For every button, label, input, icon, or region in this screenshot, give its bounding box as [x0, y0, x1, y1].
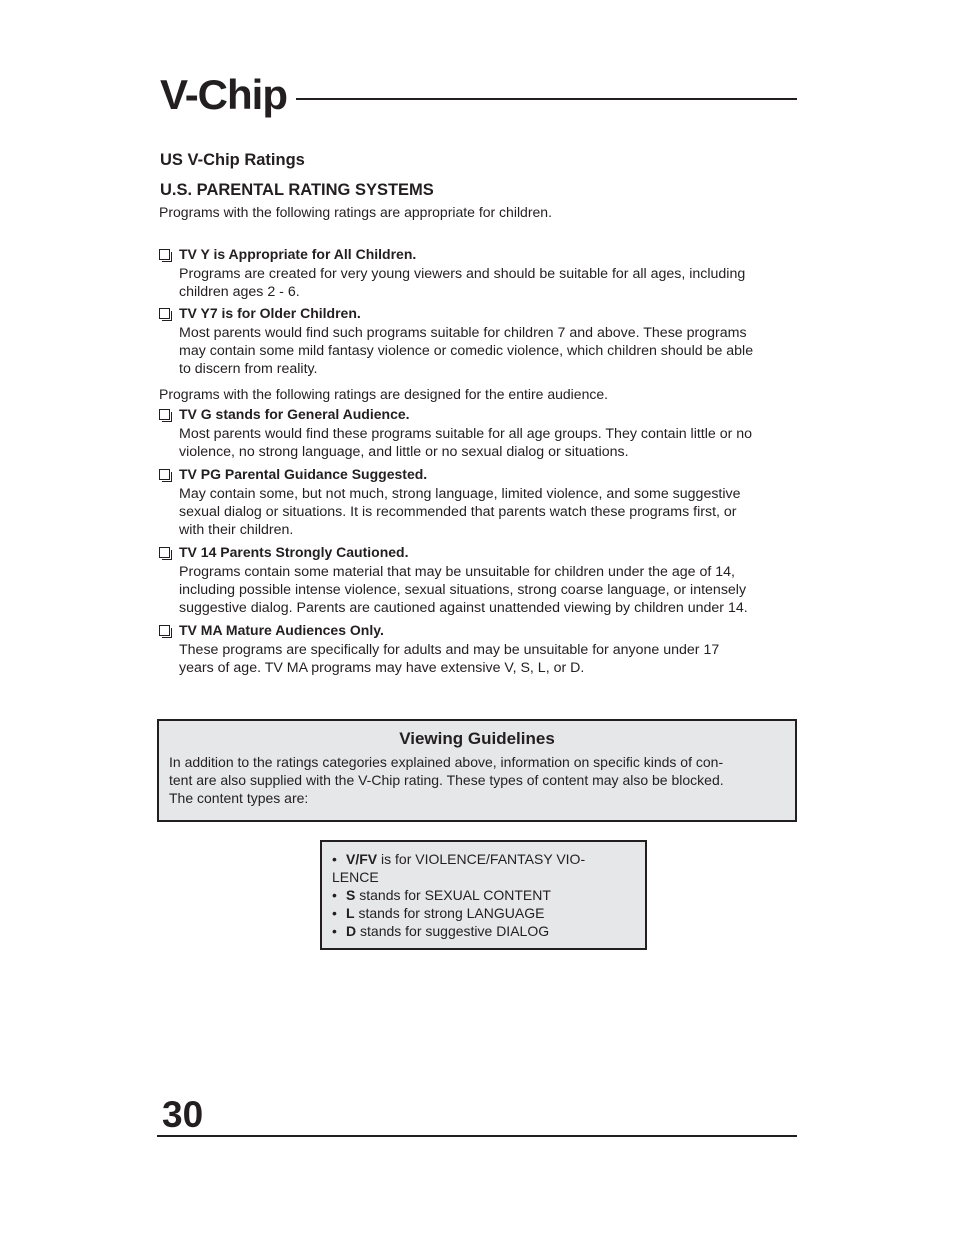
intro-entire: Programs with the following ratings are designed for the entire audience. — [159, 386, 609, 402]
rating-item — [159, 405, 799, 461]
footer-rule — [157, 1135, 797, 1137]
rating-desc-line: May contain some, but not much, strong language, limited violence, and some suggestive — [179, 486, 741, 502]
bullet-icon: • — [332, 905, 337, 921]
rating-desc-line: Programs are created for very young viewers and should be suitable for all ages, including — [179, 266, 746, 282]
rating-title: TV PG Parental Guidance Suggested. — [179, 466, 428, 482]
content-text: is for VIOLENCE/FANTASY VIO- — [377, 851, 586, 867]
rating-title: TV Y is Appropriate for All Children. — [179, 246, 417, 262]
title-rule — [296, 98, 797, 100]
bullet-icon: • — [332, 923, 337, 939]
content-code: D — [346, 923, 357, 939]
rating-desc-line: violence, no strong language, and little or no sexual dialog or situations. — [179, 444, 629, 460]
page-number: 30 — [162, 1094, 204, 1135]
checkbox-icon — [159, 469, 170, 480]
rating-desc-line: sexual dialog or situations. It is recommended that parents watch these programs first, or — [179, 504, 737, 520]
content-types-list — [322, 842, 645, 940]
list-item — [332, 886, 637, 904]
rating-desc-line: years of age. TV MA programs may have extensive V, S, L, or D. — [179, 660, 585, 676]
list-item — [332, 850, 637, 868]
content-code: V/FV — [346, 851, 378, 867]
checkbox-icon — [159, 625, 170, 636]
list-item — [332, 922, 637, 940]
page-title: V-Chip — [160, 71, 287, 118]
bullet-icon: • — [332, 851, 337, 867]
rating-title: TV Y7 is for Older Children. — [179, 305, 361, 321]
rating-item — [159, 304, 799, 378]
section-heading: US V-Chip Ratings — [160, 151, 305, 169]
list-item-continuation: LENCE — [332, 869, 379, 885]
content-code: L — [346, 905, 355, 921]
section-subheading: U.S. PARENTAL RATING SYSTEMS — [160, 181, 434, 199]
rating-item — [159, 543, 799, 617]
rating-desc-line: children ages 2 - 6. — [179, 284, 300, 300]
rating-desc-line: Programs contain some material that may be unsuitable for children under the age of 14, — [179, 564, 735, 580]
checkbox-icon — [159, 308, 170, 319]
content-text: stands for suggestive DIALOG — [356, 923, 550, 939]
rating-desc-line: with their children. — [179, 522, 294, 538]
rating-item — [159, 621, 799, 677]
rating-desc-line: These programs are specifically for adults and may be unsuitable for anyone under 17 — [179, 642, 720, 658]
viewing-guidelines-box — [157, 719, 797, 822]
rating-desc-line: may contain some mild fantasy violence or comedic violence, which children should be able — [179, 343, 754, 359]
rating-item — [159, 465, 799, 539]
rating-desc-line: including possible intense violence, sexual situations, strong coarse language, or intensely — [179, 582, 747, 598]
content-text: stands for strong LANGUAGE — [354, 905, 545, 921]
rating-desc-line: Most parents would find these programs suitable for all age groups. They contain little or no — [179, 426, 753, 442]
rating-title: TV MA Mature Audiences Only. — [179, 622, 384, 638]
bullet-icon: • — [332, 887, 337, 903]
guidelines-heading: Viewing Guidelines — [399, 729, 555, 748]
content-code: S — [346, 887, 356, 903]
rating-desc-line: Most parents would find such programs suitable for children 7 and above. These programs — [179, 325, 747, 341]
guidelines-line: In addition to the ratings categories explained above, information on specific kinds of con- — [169, 754, 724, 770]
guidelines-line: The content types are: — [169, 790, 309, 806]
checkbox-icon — [159, 409, 170, 420]
checkbox-icon — [159, 547, 170, 558]
rating-desc-line: to discern from reality. — [179, 361, 318, 377]
guidelines-line: tent are also supplied with the V-Chip rating. These types of content may also be blocked. — [169, 772, 724, 788]
content-types-box — [320, 840, 647, 950]
rating-desc-line: suggestive dialog. Parents are cautioned against unattended viewing by children under 14. — [179, 600, 748, 616]
rating-title: TV G stands for General Audience. — [179, 406, 410, 422]
rating-item — [159, 245, 799, 301]
checkbox-icon — [159, 249, 170, 260]
content-text: stands for SEXUAL CONTENT — [355, 887, 551, 903]
list-item — [332, 904, 637, 922]
intro-children: Programs with the following ratings are appropriate for children. — [159, 204, 552, 220]
rating-title: TV 14 Parents Strongly Cautioned. — [179, 544, 409, 560]
